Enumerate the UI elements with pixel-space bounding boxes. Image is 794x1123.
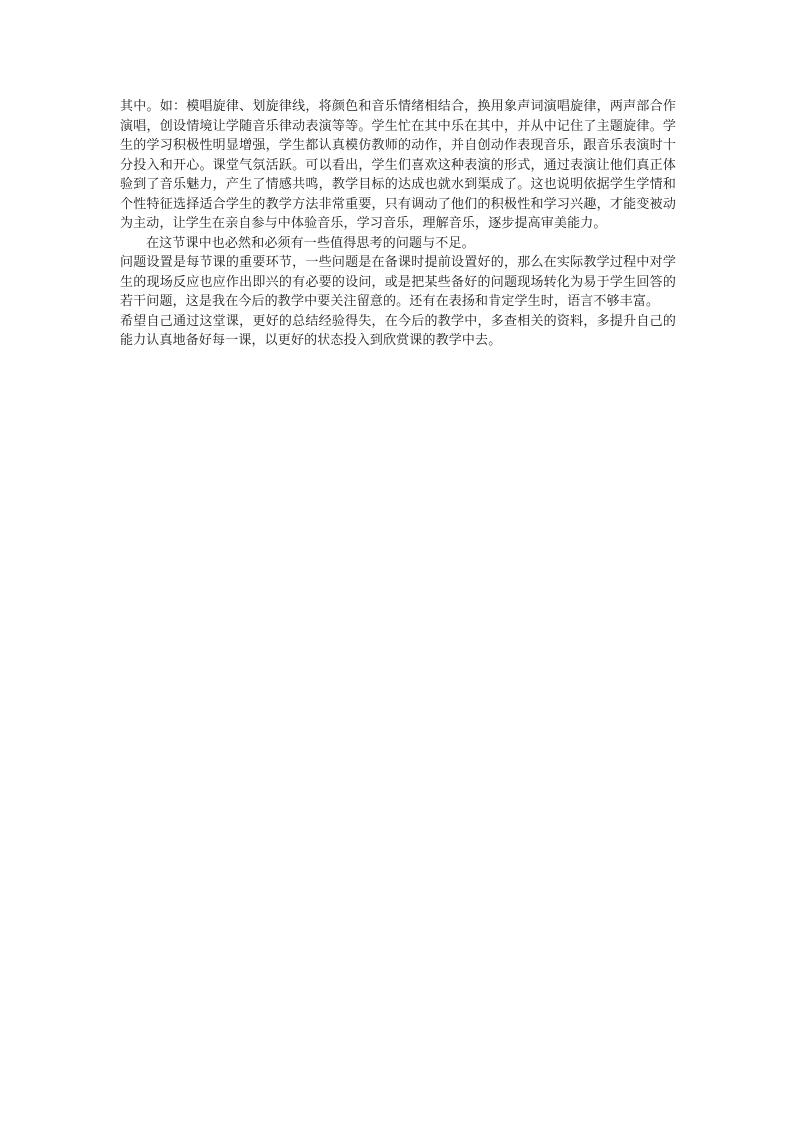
paragraph-future-goals: 希望自己通过这堂课，更好的总结经验得失，在今后的教学中，多查相关的资料，多提升自己的能力认真地备好每一课，以更好的状态投入到欣赏课的教学中去。: [120, 313, 676, 348]
document-body: [120, 97, 676, 351]
paragraph-reflection-intro: 在这节课中也必然和必须有一些值得思考的问题与不足。: [146, 235, 475, 251]
paragraph-question-design: 问题设置是每节课的重要环节，一些问题是在备课时提前设置好的，那么在实际教学过程中对学生的现场反应也应作出即兴的有必要的设问，或是把某些备好的问题现场转化为易于学生回答的若干问题，这是我在今后的教学中要关注留意的。还有在表扬和肯定学生时，语言不够丰富。: [120, 255, 676, 309]
paragraph-teaching-methods: 其中。如：模唱旋律、划旋律线，将颜色和音乐情绪相结合，换用象声词演唱旋律，两声部合作演唱，创设情境让学随音乐律动表演等等。学生忙在其中乐在其中，并从中记住了主题旋律。学生的学习积极性明显增强，学生都认真模仿教师的动作，并自创动作表现音乐，跟音乐表演时十分投入和开心。课堂气氛活跃。可以看出，学生们喜欢这种表演的形式，通过表演让他们真正体验到了音乐魅力，产生了情感共鸣，教学目标的达成也就水到渠成了。这也说明依据学生学情和个性特征选择适合学生的教学方法非常重要，只有调动了他们的积极性和学习兴趣，才能变被动为主动，让学生在亲自参与中体验音乐，学习音乐，理解音乐，逐步提高审美能力。: [120, 99, 676, 231]
